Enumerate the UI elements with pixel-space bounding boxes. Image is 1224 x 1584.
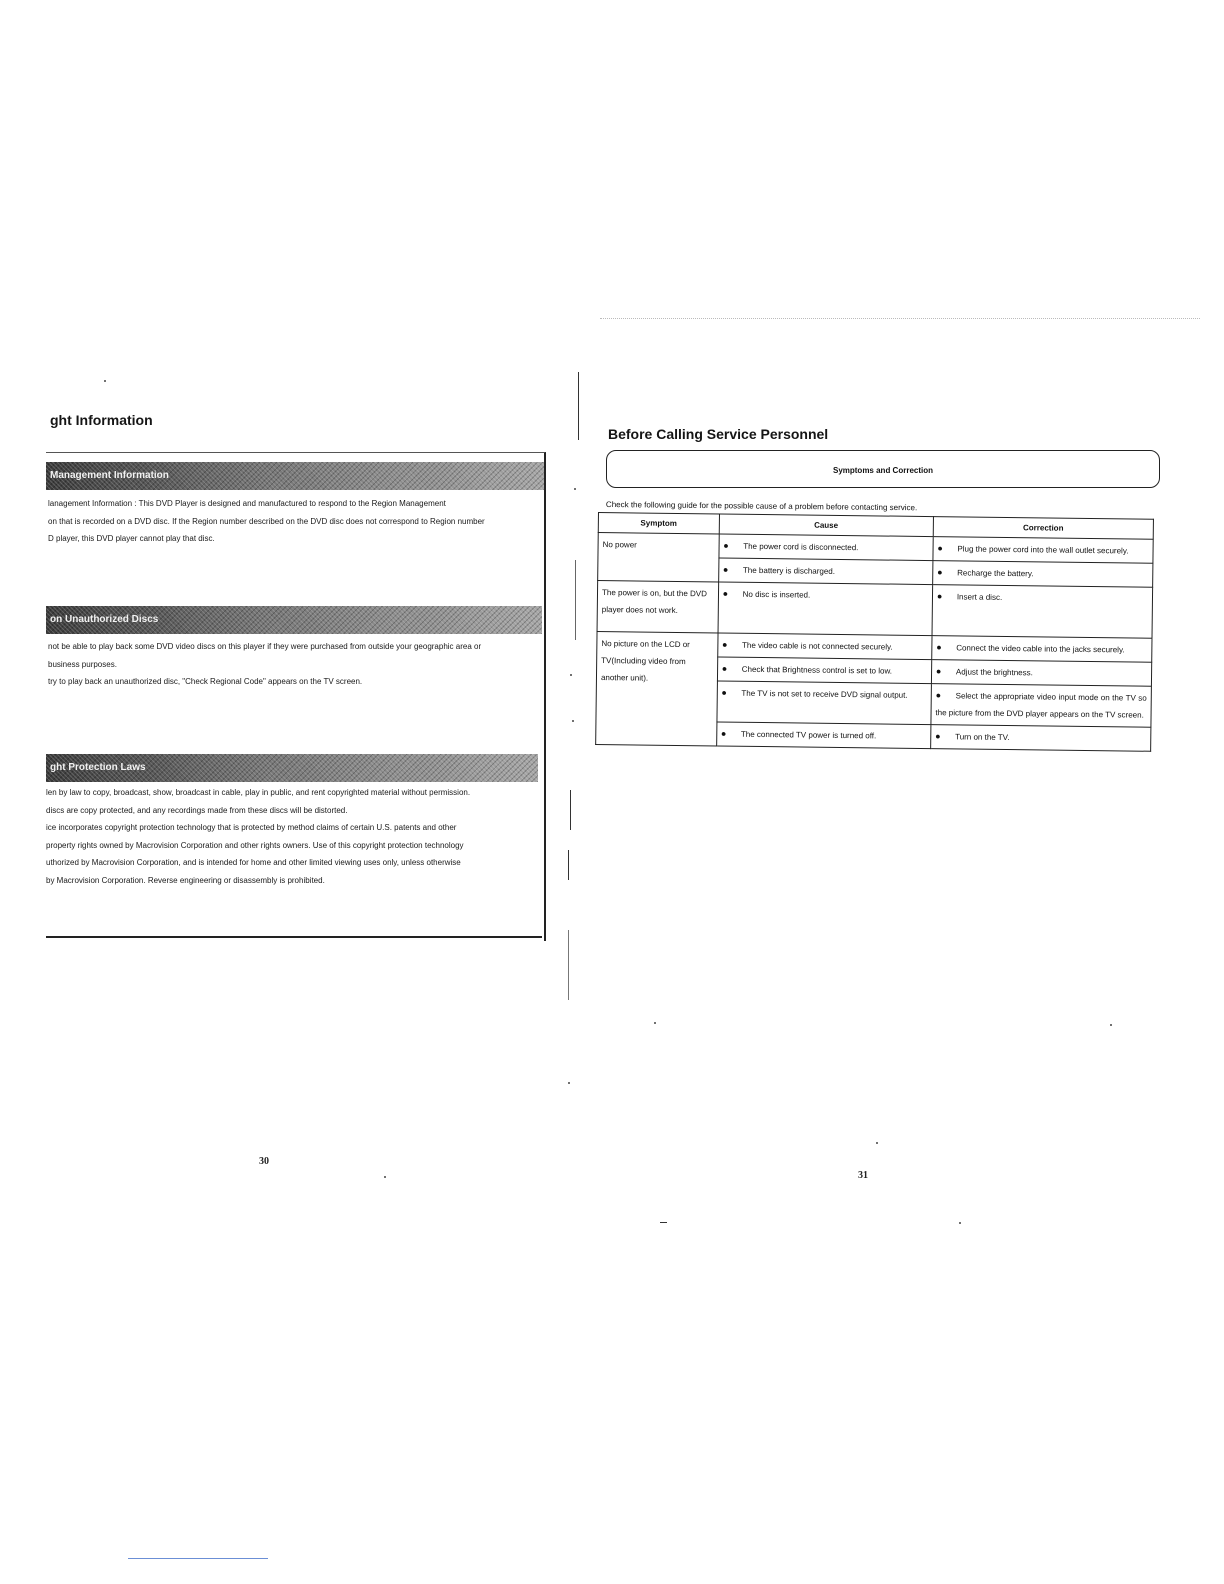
bullet-icon: ● [935,690,942,701]
scan-speck [959,1222,961,1224]
spine-line [575,560,576,640]
correction-cell [930,725,1150,752]
cause-cell [717,657,931,684]
correction-text: Adjust the brightness. [955,667,1033,678]
bullet-icon: ● [721,687,727,698]
correction-cell [932,561,1152,588]
correction-text: Select the appropriate video input mode on the TV so the picture from the DVD player appears on the TV screen. [935,691,1147,720]
body-line: property rights owned by Macrovision Corporation and other rights owners. Use of this copyright protection technology [46,840,464,850]
right-page-number: 31 [858,1170,868,1181]
cause-cell [719,534,933,561]
bullet-icon: ● [720,728,727,739]
correction-text: Recharge the battery. [957,568,1034,579]
correction-cell [931,660,1151,687]
cause-cell [716,722,930,749]
scan-speck [384,1176,386,1178]
scan-speck [574,488,576,490]
symptoms-correction-box: Symptoms and Correction [606,450,1160,488]
bullet-icon: ● [722,564,729,575]
left-frame-bottom-rule [46,936,542,938]
section-heading-region-management: Management Information [46,462,544,490]
body-line: try to play back an unauthorized disc, "Check Regional Code" appears on the TV screen. [48,677,363,686]
left-page-title: ght Information [50,412,153,428]
scan-speck [876,1142,878,1144]
section-heading-unauthorized-discs: on Unauthorized Discs [46,606,542,634]
troubleshooting-intro: Check the following guide for the possible cause of a problem before contacting service. [605,500,918,513]
bullet-icon: ● [935,666,942,677]
cause-text: The connected TV power is turned off. [740,729,877,741]
correction-text: Turn on the TV. [955,732,1010,743]
section-body-unauthorized-discs [48,638,542,691]
body-line: on that is recorded on a DVD disc. If the Region number described on the DVD disc does not correspond to Region number [48,516,485,526]
body-line: uthorized by Macrovision Corporation, and is intended for home and other limited viewing uses only, unless otherwise [46,858,461,867]
header-symptom: Symptom [598,513,719,534]
header-correction: Correction [933,517,1153,540]
right-page-title: Before Calling Service Personnel [608,426,829,442]
spine-line [568,850,569,880]
bullet-icon: ● [721,663,728,674]
cause-cell [718,558,932,585]
bullet-icon: ● [936,642,942,653]
troubleshooting-table [595,512,1154,752]
correction-cell [932,585,1153,639]
body-line: len by law to copy, broadcast, show, broadcast in cable, play in public, and rent copyrighted material without permission. [46,788,471,797]
cause-text: The TV is not set to receive DVD signal output. [741,688,908,700]
cause-text: The battery is discharged. [742,565,836,576]
correction-cell [932,636,1152,663]
scan-dotted-artifact [600,318,1200,319]
symptom-cell: No picture on the LCD or TV(Including video from another unit). [596,631,718,745]
cause-cell [717,681,932,725]
correction-text: Connect the video cable into the jacks securely. [956,643,1125,655]
body-line: ice incorporates copyright protection technology that is protected by method claims of certain U.S. patents and other [46,823,457,832]
symptom-cell: The power is on, but the DVD player does not work. [597,581,718,633]
header-cause: Cause [719,514,933,537]
correction-text: Plug the power cord into the wall outlet securely. [957,544,1129,556]
spine-line [578,372,579,440]
correction-cell [933,537,1153,564]
section-heading-copyright-laws: ght Protection Laws [46,754,538,782]
bullet-icon: ● [723,540,729,551]
body-line: by Macrovision Corporation. Reverse engineering or disassembly is prohibited. [46,875,325,885]
scan-dash [660,1222,667,1223]
spine-line [568,930,569,1000]
section-body-region-management [48,495,544,548]
bullet-icon: ● [937,543,943,554]
table-row [597,581,1153,639]
symptom-cell: No power [598,533,719,582]
left-page-number: 30 [259,1156,269,1167]
cause-cell [718,582,933,636]
body-line: discs are copy protected, and any recordings made from these discs will be distorted. [46,805,348,815]
scan-speck [572,720,574,722]
spine-line [570,790,571,830]
bullet-icon: ● [936,591,943,602]
body-line: D player, this DVD player cannot play that disc. [48,534,215,543]
correction-text: Insert a disc. [956,592,1003,602]
bullet-icon: ● [722,588,729,599]
scan-speck [654,1022,656,1024]
bullet-icon: ● [721,639,728,650]
bullet-icon: ● [935,731,941,742]
bullet-icon: ● [937,567,943,578]
body-line: business purposes. [48,659,117,669]
cause-text: No disc is inserted. [742,589,811,600]
cause-text: The power cord is disconnected. [743,541,859,553]
cause-cell [717,633,931,660]
cause-text: The video cable is not connected securely. [741,640,893,652]
scan-speck [570,674,572,676]
cause-text: Check that Brightness control is set to low. [741,664,893,676]
scan-blue-line [128,1558,268,1559]
body-line: lanagement Information : This DVD Player is designed and manufactured to respond to the Region Management [48,499,446,508]
body-line: not be able to play back some DVD video discs on this player if they were purchased from outside your geographic area or [48,642,482,651]
correction-cell [931,684,1152,728]
section-body-copyright-laws [46,784,540,889]
scan-speck [568,1082,570,1084]
troubleshooting-table-wrap [595,512,1154,779]
scan-speck [104,380,106,382]
scan-speck [1110,1024,1112,1026]
